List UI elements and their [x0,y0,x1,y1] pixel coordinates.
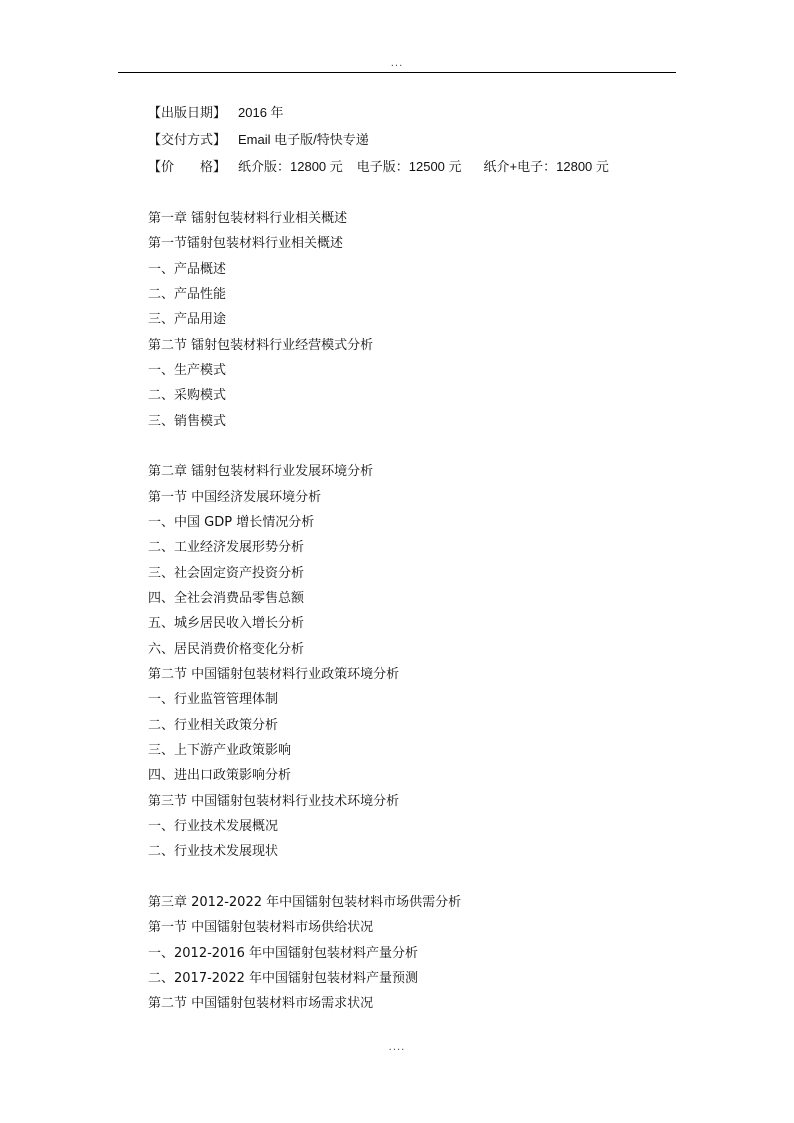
toc-item: 一、行业技术发展概况 [148,818,279,834]
toc-item: 一、生产模式 [148,362,227,378]
section-title: 第二节 镭射包装材料行业经营模式分析 [148,337,374,353]
publication-date-value: 2016 年 [238,105,284,120]
toc-item: 三、销售模式 [148,413,227,429]
delivery-method-row [148,131,609,158]
delivery-method-value: Email 电子版/特快专递 [238,132,369,147]
publication-date-row [148,104,609,131]
section-title: 第二节 中国镭射包装材料行业政策环境分析 [148,666,400,682]
price-label: 【价 格】 [148,160,227,175]
chapter-title: 第一章 镭射包装材料行业相关概述 [148,211,348,226]
toc-item: 三、产品用途 [148,312,227,328]
toc-item: 二、工业经济发展形势分析 [148,540,305,556]
toc-item: 一、行业监管管理体制 [148,692,279,708]
toc-item: 三、上下游产业政策影响 [148,742,292,758]
chapter-title: 第二章 镭射包装材料行业发展环境分析 [148,464,374,480]
price-combo: 纸介+电子：12800 元 [483,159,609,174]
section-title: 第二节 中国镭射包装材料市场需求状况 [148,996,374,1012]
toc-item: 二、行业技术发展现状 [148,844,279,860]
section-title: 第一节镭射包装材料行业相关概述 [148,236,344,252]
chapter-title: 第三章 2012-2022 年中国镭射包装材料市场供需分析 [148,894,462,910]
chapter-spacer [148,869,461,894]
toc-item: 四、全社会消费品零售总额 [148,590,305,606]
section-title: 第三节 中国镭射包装材料行业技术环境分析 [148,793,400,809]
toc-item: 一、中国 GDP 增长情况分析 [148,514,315,530]
toc-item: 二、2017-2022 年中国镭射包装材料产量预测 [148,970,418,986]
toc-item: 一、2012-2016 年中国镭射包装材料产量分析 [148,945,418,961]
toc-item: 五、城乡居民收入增长分析 [148,616,305,632]
price-row [148,158,609,185]
publication-info [148,104,609,185]
toc-item: 二、采购模式 [148,388,227,404]
toc-item: 一、产品概述 [148,261,227,277]
toc-item: 二、行业相关政策分析 [148,717,279,733]
delivery-method-label: 【交付方式】 [148,133,227,148]
table-of-contents [148,210,461,1021]
toc-item: 六、居民消费价格变化分析 [148,641,305,657]
chapter-spacer [148,438,461,463]
section-title: 第一节 中国镭射包装材料市场供给状况 [148,920,374,936]
price-paper: 纸介版：12800 元 [238,159,343,174]
header-rule [118,72,676,73]
page-footer-dots: .... [388,1042,406,1053]
page-header-dots: ... [390,58,404,69]
toc-item: 三、社会固定资产投资分析 [148,565,305,581]
section-title: 第一节 中国经济发展环境分析 [148,489,322,505]
toc-item: 四、进出口政策影响分析 [148,768,292,784]
publication-date-label: 【出版日期】 [148,106,227,121]
price-electronic: 电子版：12500 元 [356,159,462,174]
toc-item: 二、产品性能 [148,286,227,302]
